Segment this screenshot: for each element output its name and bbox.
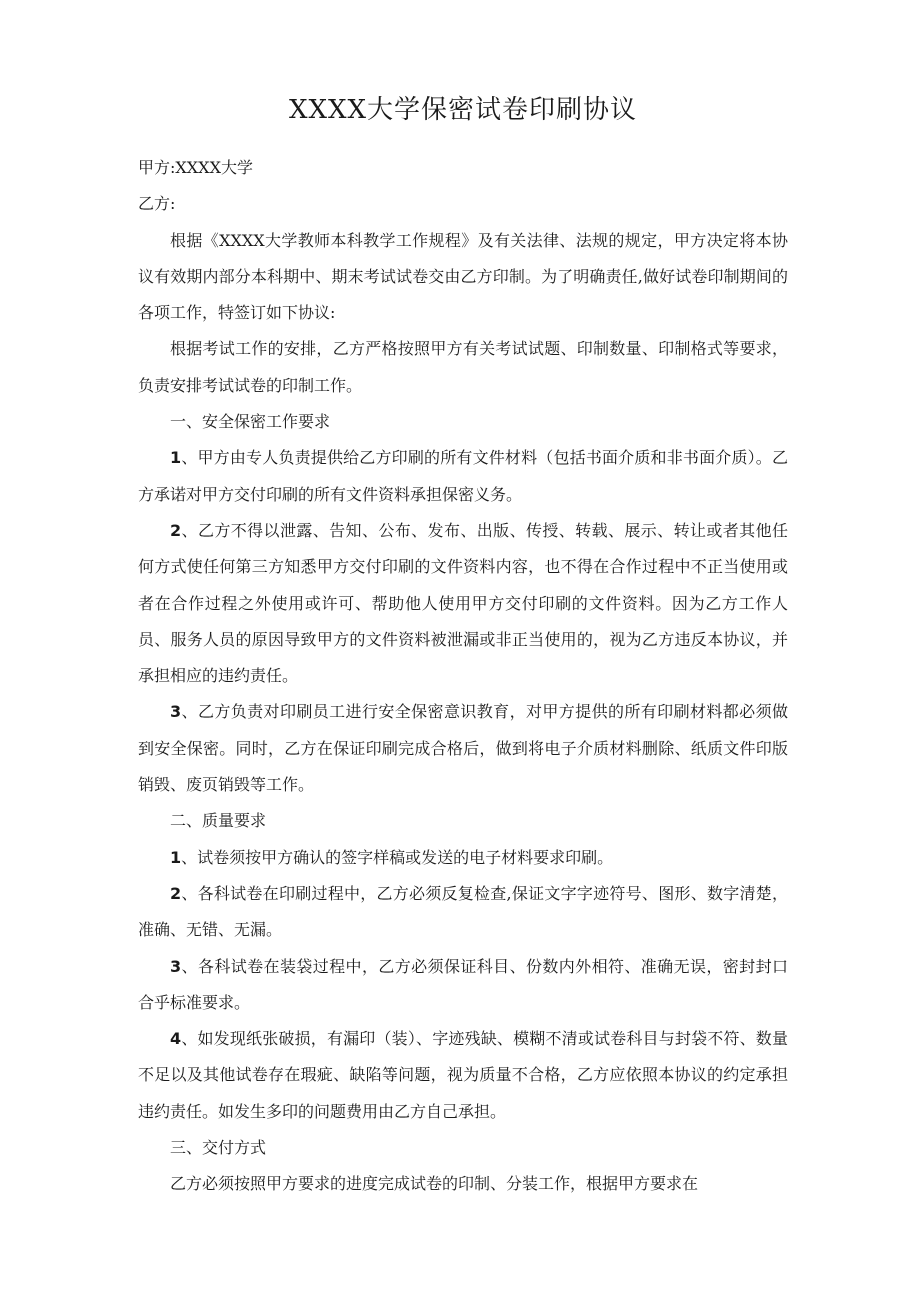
item-number: 3 [170,956,182,976]
item-number: 3 [170,702,182,722]
party-a: 甲方:XXXX大学 [138,158,253,177]
item-text: 、乙方负责对印刷员工进行安全保密意识教育，对甲方提供的所有印刷材料都必须做到安全保密。同时，乙方在保证印刷完成合格后，做到将电子介质材料删除、纸质文件印版销毁、废页销毁等工作。 [138,702,788,795]
item-number: 4 [170,1029,182,1049]
item-text: 、试卷须按甲方确认的签字样稿或发送的电子材料要求印刷。 [181,847,614,867]
party-b: 乙方: [138,194,176,214]
intro-paragraph-2: 根据考试工作的安排，乙方严格按照甲方有关考试试题、印制数量、印制格式等要求，负责安排考试试卷的印制工作。 [138,339,788,395]
quality-item-3 [138,949,788,1022]
item-text: 、乙方不得以泄露、告知、公布、发布、出版、传授、转载、展示、转让或者其他任何方式使任何第三方知悉甲方交付印刷的文件资料内容，也不得在合作过程中不正当使用或者在合作过程之外使用或许可、帮助他人使用甲方交付印刷的文件资料。因为乙方工作人员、服务人员的原因导致甲方的文件资料被泄漏或非正当使用的，视为乙方违反本协议，并承担相应的违约责任。 [138,520,788,686]
item-text: 、各科试卷在印刷过程中，乙方必须反复检查,保证文字字迹符号、图形、数字清楚，准确、无错、无漏。 [138,883,788,940]
document-page [138,92,788,1203]
quality-item-2 [138,876,788,949]
item-number: 2 [170,520,182,540]
item-number: 2 [170,883,182,903]
intro-paragraph: 根据《XXXX大学教师本科教学工作规程》及有关法律、法规的规定，甲方决定将本协议有效期内部分本科期中、期末考试试卷交由乙方印制。为了明确责任,做好试卷印制期间的各项工作，特签订如下协议: [138,230,788,323]
item-text: 、各科试卷在装袋过程中，乙方必须保证科目、份数内外相符、准确无误，密封封口合乎标准要求。 [138,956,788,1012]
item-number: 1 [170,448,182,468]
section-heading-quality: 二、质量要求 [170,811,267,831]
quality-item-4 [138,1021,788,1130]
security-item-1 [138,440,788,513]
item-number: 1 [170,847,182,867]
quality-item-1 [138,840,788,876]
delivery-paragraph: 乙方必须按照甲方要求的进度完成试卷的印制、分装工作，根据甲方要求在 [170,1174,699,1194]
document-title: XXXX大学保密试卷印刷协议 [288,95,638,125]
item-text: 、甲方由专人负责提供给乙方印刷的所有文件材料（包括书面介质和非书面介质）。乙方承诺对甲方交付印刷的所有文件资料承担保密义务。 [138,448,788,504]
section-heading-security: 一、安全保密工作要求 [170,412,331,432]
item-text: 、如发现纸张破损，有漏印（装）、字迹残缺、模糊不清或试卷科目与封袋不符、数量不足以及其他试卷存在瑕疵、缺陷等问题，视为质量不合格，乙方应依照本协议的约定承担违约责任。如发生多印的问题费用由乙方自己承担。 [138,1029,788,1121]
security-item-3 [138,694,788,803]
security-item-2 [138,513,788,694]
section-heading-delivery: 三、交付方式 [170,1138,267,1158]
